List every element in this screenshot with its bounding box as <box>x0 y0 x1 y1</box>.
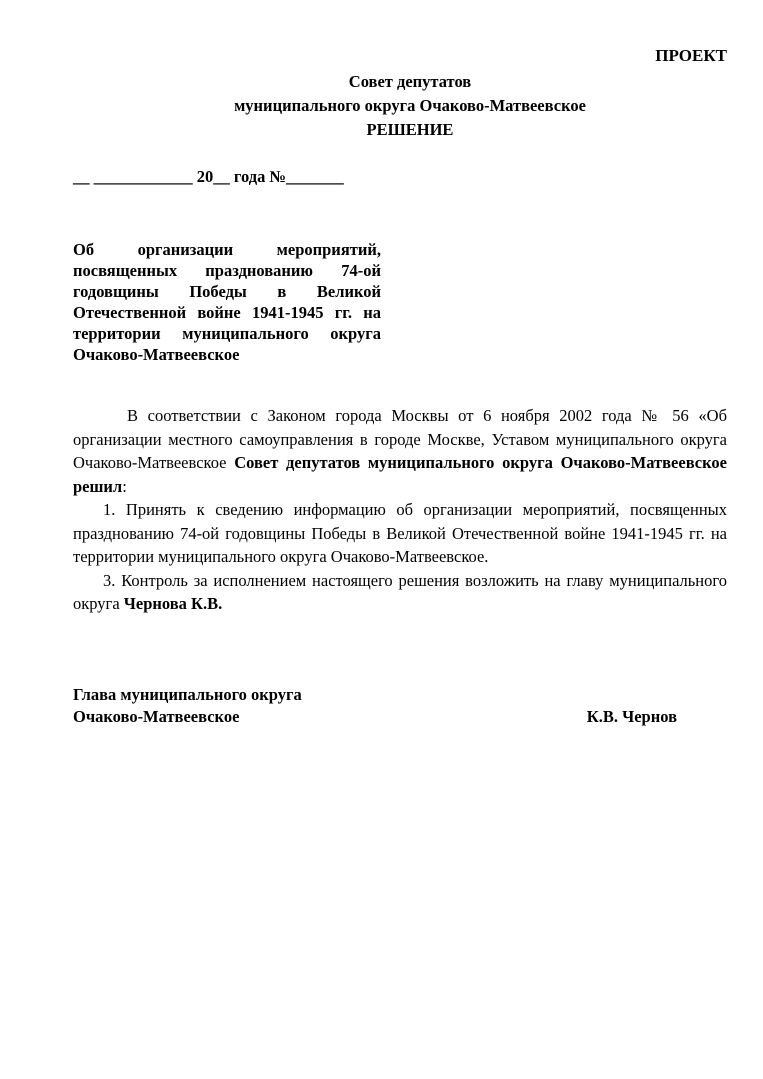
decision-item-3 <box>73 569 727 616</box>
preamble-text: В соответствии с Законом города Москвы от 6 ноября 2002 года № 56 «Об организации местного самоуправления в городе Москве, Уставом муниципального округа Очаково-Матвеевское <box>73 406 727 472</box>
item-3-responsible: Чернова К.В. <box>123 594 223 613</box>
signature-title-line2: Очаково-Матвеевское <box>73 707 240 726</box>
decision-body <box>73 404 727 616</box>
project-mark: ПРОЕКТ <box>655 46 727 65</box>
header-district: муниципального округа Очаково-Матвеевское <box>234 96 586 115</box>
decision-subject: Об организации мероприятий, посвященных празднованию 74-ой годовщины Победы в Великой Отечественной войне 1941-1945 гг. на территории муниципального округа Очаково-Матвеевское <box>73 240 381 364</box>
preamble-resolution: Совет депутатов муниципального округа Очаково-Матвеевское решил <box>73 453 727 496</box>
decision-item-1 <box>73 498 727 569</box>
date-number-line: __ ____________ 20__ года №_______ <box>73 167 344 186</box>
item-3-text: 3. Контроль за исполнением настоящего решения возложить на главу муниципального округа <box>73 570 727 613</box>
header-decision: РЕШЕНИЕ <box>366 120 454 139</box>
signature-title-line1: Глава муниципального округа <box>73 685 302 704</box>
item-1-text: 1. Принять к сведению информацию об организации мероприятий, посвященных празднованию 74-ой годовщины Победы в Великой Отечественной войне 1941-1945 гг. на территории муниципального округа Очаково-Матвеевское. <box>73 500 727 566</box>
signature-name: К.В. Чернов <box>586 707 677 726</box>
preamble-paragraph <box>73 404 727 498</box>
preamble-colon: : <box>122 476 127 496</box>
signature-block <box>73 684 677 728</box>
signature-row <box>73 706 677 728</box>
header-council: Совет депутатов <box>348 72 472 91</box>
document-header <box>0 70 763 142</box>
